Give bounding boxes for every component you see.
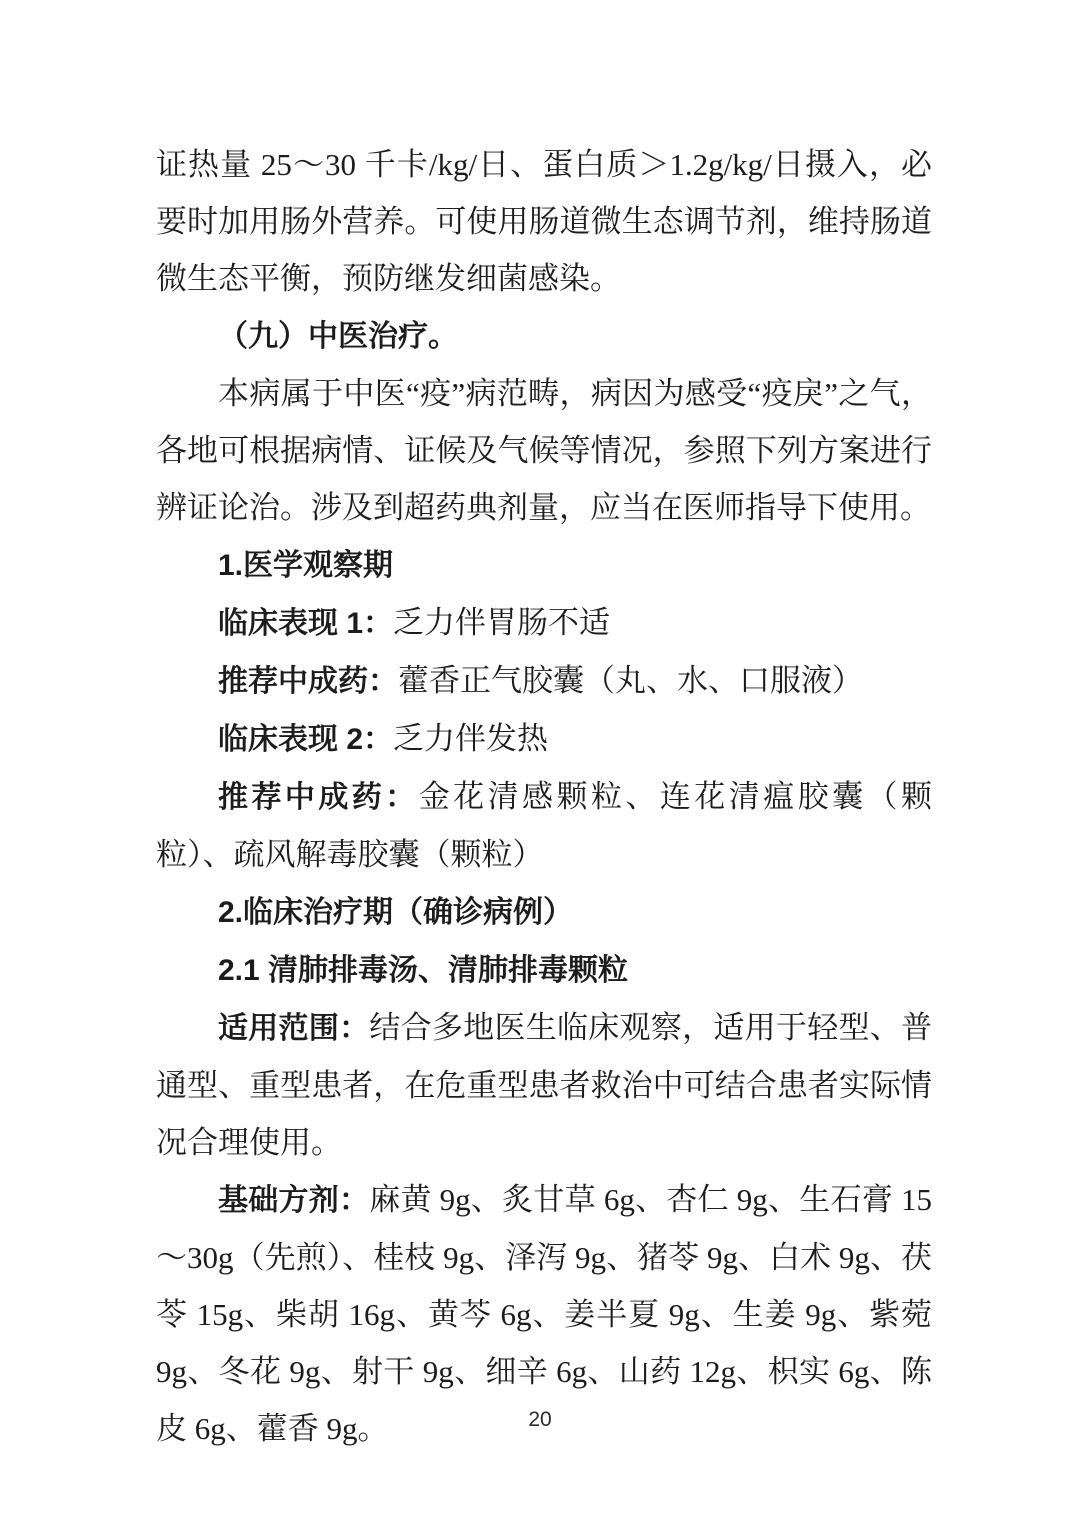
paragraph-text: 金花清感颗粒、连花清瘟胶囊（颗粒）、疏风解毒胶囊（颗粒） [156, 779, 933, 872]
paragraph-text: 藿香正气胶囊（丸、水、口服液） [398, 663, 863, 698]
paragraph-tcm-intro [156, 365, 932, 536]
heading-qingfei-paidu-decoction [156, 941, 932, 999]
heading-text: 2.临床治疗期（确诊病例） [218, 896, 574, 929]
paragraph-text: 乏力伴发热 [393, 721, 549, 756]
paragraph-label: 临床表现 1： [218, 607, 394, 640]
paragraph-nutrition-continued [156, 136, 932, 307]
document-body [156, 136, 932, 1457]
paragraph-label: 推荐中成药： [218, 665, 398, 698]
paragraph-clinical-manifestation-2 [156, 710, 932, 768]
heading-text: （九）中医治疗。 [218, 320, 458, 353]
paragraph-label: 推荐中成药： [218, 781, 419, 814]
paragraph-text: 结合多地医生临床观察，适用于轻型、普通型、重型患者，在危重型患者救治中可结合患者实际情况合理使用。 [156, 1010, 933, 1160]
heading-text: 2.1 清肺排毒汤、清肺排毒颗粒 [218, 954, 629, 987]
paragraph-applicable-scope [156, 999, 932, 1171]
paragraph-recommended-medicine-1 [156, 652, 932, 710]
paragraph-label: 适用范围： [218, 1012, 370, 1045]
paragraph-text: 本病属于中医“疫”病范畴，病因为感受“疫戾”之气，各地可根据病情、证候及气候等情况，参照下列方案进行辨证论治。涉及到超药典剂量，应当在医师指导下使用。 [156, 376, 932, 525]
paragraph-label: 临床表现 2： [218, 723, 394, 756]
paragraph-recommended-medicine-2 [156, 768, 932, 883]
heading-text: 1.医学观察期 [218, 549, 394, 582]
paragraph-text: 乏力伴胃肠不适 [393, 605, 611, 640]
heading-clinical-treatment-period [156, 883, 932, 941]
paragraph-text: 麻黄 9g、炙甘草 6g、杏仁 9g、生石膏 15～30g（先煎）、桂枝 9g、泽泻 9g、猪苓 9g、白术 9g、茯苓 15g、柴胡 16g、黄芩 6g、姜半夏 9g、生姜 9g、紫菀 9g、冬花 9g、射干 9g、细辛 6g、山药 12g、枳实 6g、陈皮 6g、藿香 9g。 [156, 1182, 933, 1446]
paragraph-label: 基础方剂： [218, 1184, 370, 1217]
page-number: 20 [528, 1408, 552, 1431]
heading-section-9-tcm-treatment [156, 307, 932, 365]
paragraph-clinical-manifestation-1 [156, 594, 932, 652]
heading-medical-observation-period [156, 536, 932, 594]
paragraph-text: 证热量 25～30 千卡/kg/日、蛋白质＞1.2g/kg/日摄入，必要时加用肠外营养。可使用肠道微生态调节剂，维持肠道微生态平衡，预防继发细菌感染。 [156, 147, 932, 296]
